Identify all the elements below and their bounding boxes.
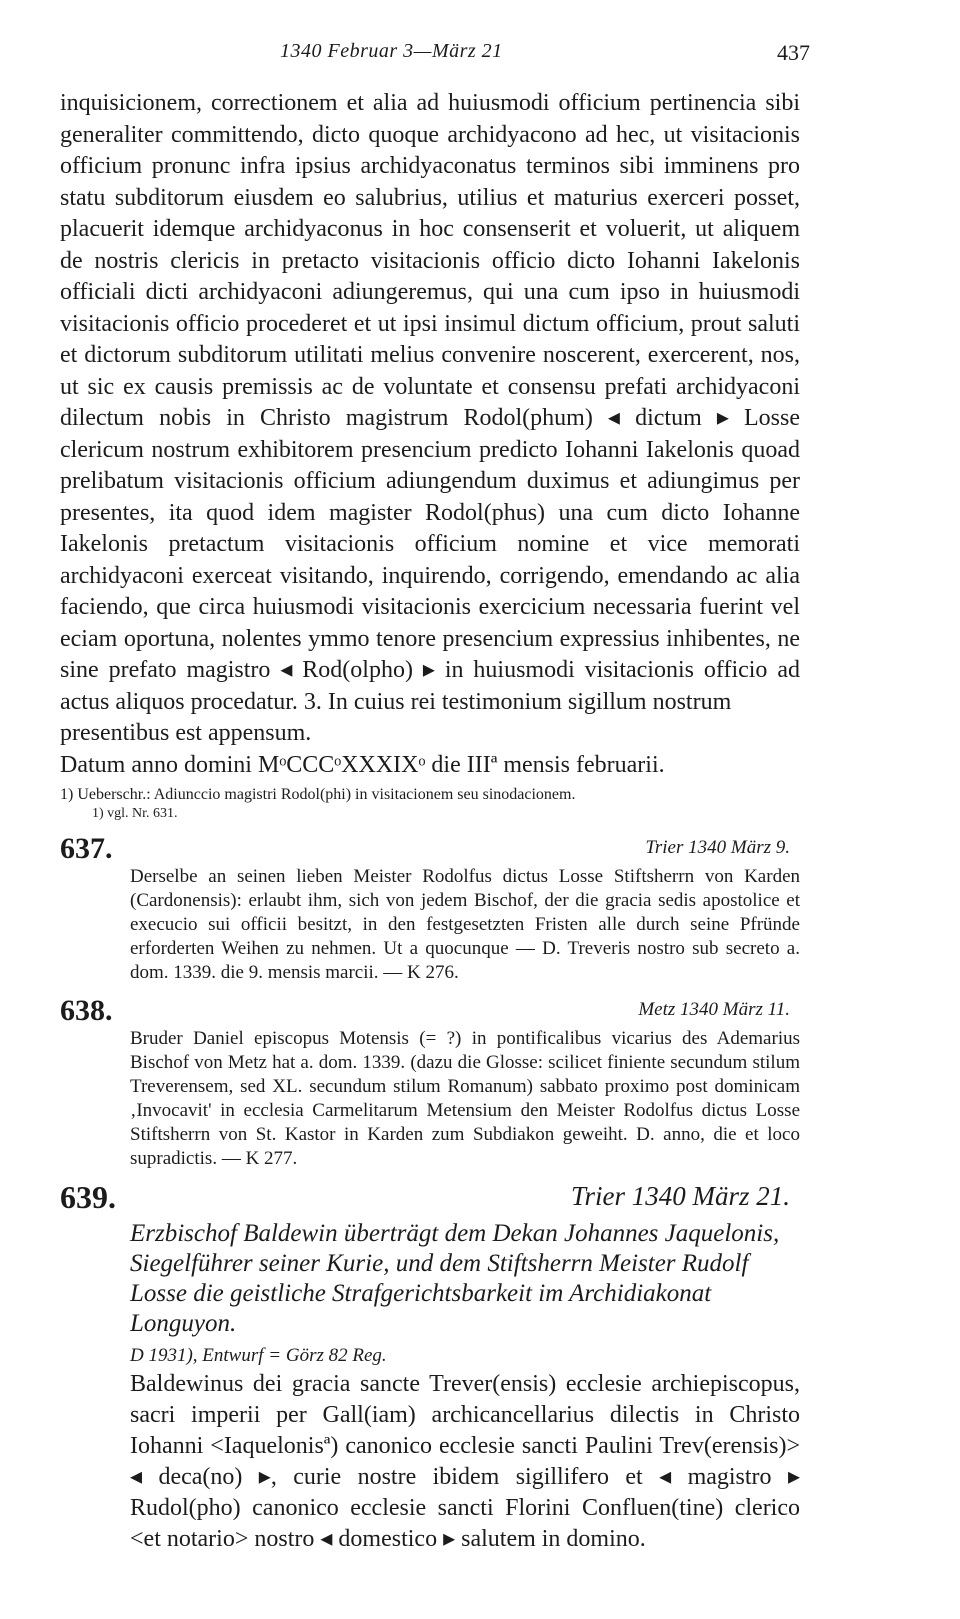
main-last-line: presentibus est appensum. — [60, 720, 312, 746]
entry-place-date: Trier 1340 März 9. — [645, 837, 790, 858]
entry-639 — [60, 1181, 800, 1555]
running-header — [0, 40, 960, 80]
entry-source: D 1931), Entwurf = Görz 82 Reg. — [130, 1345, 387, 1366]
main-text-block — [60, 88, 800, 781]
entry-place-date: Trier 1340 März 21. — [570, 1181, 790, 1211]
entry-regest: Erzbischof Baldewin überträgt dem Dekan Johannes Jaquelonis, Siegelführer seiner Kurie, und dem Stiftsherrn Meister Rudolf Losse die geistliche Strafgerichtsbarkeit im Archidiakonat Longuyon. — [130, 1220, 780, 1337]
footnote-2: 1) vgl. Nr. 631. — [92, 806, 178, 821]
running-title: 1340 Februar 3—März 21 — [280, 40, 503, 62]
entry-number: 639. — [60, 1179, 116, 1215]
entry-text: Bruder Daniel episcopus Motensis (= ?) in pontificalibus vicarius des Ademarius Bischof von Metz hat a. dom. 1339. (dazu die Glosse: scilicet finiente secundum stilum Treverensem, sed XL. secundum stilum Romanum) sabbato proximo post dominicam ‚Invocavit' in ecclesia Carmelitarum Metensium den Meister Rodolfus dictus Losse Stiftsherrn von St. Kastor in Karden zum Subdiakon geweiht. D. anno, die et loco supradictis. — K 277. — [130, 1028, 800, 1169]
entry-637 — [60, 833, 800, 985]
datum-line: Datum anno domini MᵒCCCᵒXXXIXᵒ die IIIª mensis februarii. — [60, 751, 665, 778]
main-paragraph: inquisicionem, correctionem et alia ad huiusmodi officium pertinencia sibi generaliter committendo, dicto quoque archidyacono ad hec, ut visitacionis officium pronunc infra ipsius archidyaconatus terminos sibi imminens pro statu subditorum eiusdem eo salubrius, utilius et maturius exerceri posset, placuerit idemque archidyaconus in hoc consenserit et voluerit, ut aliquem de nostris clericis in pretacto visitacionis officio dicto Iohanni Iakelonis officiali dicti archidyaconi adiungeremus, qui una cum ipso in huiusmodi visitacionis officio procederet et ut ipsi insimul dictum officium, prout saluti et dictorum subditorum utilitati melius convenire noscerent, exercerent, nos, ut sic ex causis premissis ac de voluntate et consensu prefati archidyaconi dilectum nobis in Christo magistrum Rodol(phum) ◂ dictum ▸ Losse clericum nostrum exhibitorem presencium predicto Iohanni Iakelonis quoad prelibatum visitacionis officium adiungendum duximus et adiungimus per presentes, ita quod idem magister Rodol(phus) una cum dicto Iohanne Iakelonis pretactum visitacionis officium nomine et vice memorati archidyaconi exerceat visitando, inquirendo, corrigendo, emendando ac alia faciendo, que circa huiusmodi visitacionis exercicium necessaria fuerint vel eciam oportuna, nolentes ymmo tenore presencium expressius inhibentes, ne sine prefato magistro ◂ Rod(olpho) ▸ in huiusmodi visitacionis officio ad actus aliquos procedatur. 3. In cuius rei testimonium sigillum nostrum — [60, 90, 800, 715]
footnote-1: 1) Ueberschr.: Adiunccio magistri Rodol(phi) in visitacionem seu sinodacionem. — [60, 786, 576, 803]
page-number: 437 — [777, 40, 810, 65]
entry-number: 638. — [60, 994, 113, 1027]
entry-place-date: Metz 1340 März 11. — [638, 999, 790, 1020]
page-body — [60, 88, 800, 1555]
entry-opening-text: Baldewinus dei gracia sancte Trever(ensis) ecclesie archiepiscopus, sacri imperii per Gall(iam) archicancellarius dilectis in Christo Iohanni <Iaquelonisª) canonico ecclesie sancti Paulini Trev(erensis)> ◂ deca(no) ▸, curie nostre ibidem sigillifero et ◂ magistro ▸ Rudol(pho) canonico ecclesie sancti Florini Confluen(tine) clerico <et notario> nostro ◂ domestico ▸ salutem in domino. — [130, 1371, 800, 1552]
entry-text: Derselbe an seinen lieben Meister Rodolfus dictus Losse Stiftsherrn von Karden (Cardonensis): erlaubt ihm, sich von jedem Bischof, der die gracia sedis apostolice et execucio sui officii besitzt, in den festgesetzten Fristen alle durch seine Pfründe erforderten Weihen zu nehmen. Ut a quocunque — D. Treveris nostro sub secreto a. dom. 1339. die 9. mensis marcii. — K 276. — [130, 866, 800, 983]
entry-number: 637. — [60, 832, 113, 865]
entry-638 — [60, 995, 800, 1171]
